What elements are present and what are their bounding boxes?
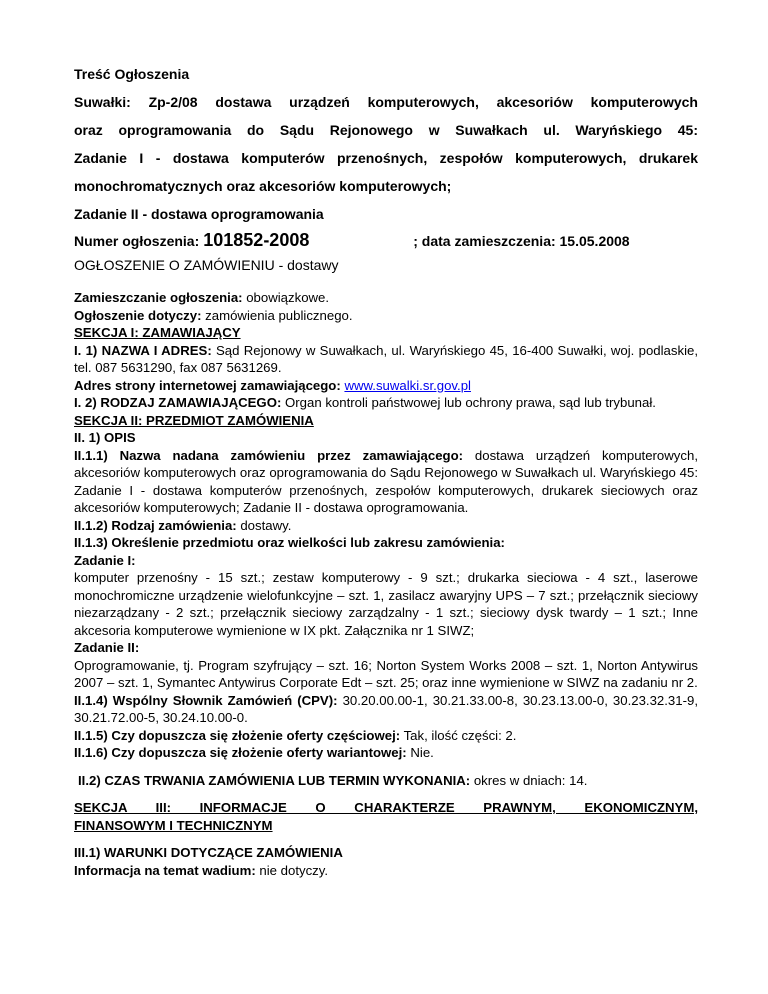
section-2-heading: SEKCJA II: PRZEDMIOT ZAMÓWIENIA (74, 412, 314, 428)
section-3-heading-line-2: FINANSOWYM I TECHNICZNYM (74, 817, 273, 833)
paragraph-ii14: II.1.4) Wspólny Słownik Zamówień (CPV): 30.20.00.00-1, 30.21.33.00-8, 30.23.13.00-0, 30.23.32.31-9, 30.21.72.00-5, 30.24.10.00-0. (74, 692, 698, 725)
content-heading: Treść Ogłoszenia (74, 66, 190, 82)
paragraph-i1: I. 1) NAZWA I ADRES: Sąd Rejonowy w Suwałkach, ul. Waryńskiego 45, 16-400 Suwałki, woj. podlaskie, tel. 087 5631290, fax 087 5631269. (74, 342, 698, 375)
task-1-description: komputer przenośny - 15 szt.; zestaw komputerowy - 9 szt.; drukarka sieciowa - 4 szt., laserowe monochromiczne urządzenie wielofunkcyjne – szt. 1, zasilacz awaryjny UPS – 7 szt.; przełącznik sieciowy niezarządzany - 2 szt.; przełącznik sieciowy zarządzalny - 1 szt.; sieciowy dysk twardy – 1 szt.; Inne akcesoria komputerowe wymienione w IX pkt. Załącznika nr 1 SIWZ; (74, 570, 698, 638)
subsection-ii1: II. 1) OPIS (74, 430, 136, 445)
paragraph-website: Adres strony internetowej zamawiającego: www.suwalki.sr.gov.pl (74, 377, 471, 393)
notice-body (74, 289, 698, 879)
notice-type: OGŁOSZENIE O ZAMÓWIENIU - dostawy (74, 257, 339, 273)
subsection-iii1: III.1) WARUNKI DOTYCZĄCE ZAMÓWIENIA (74, 845, 343, 860)
notice-number-row (74, 230, 698, 251)
paragraph-dotyczy: Ogłoszenie dotyczy: zamówienia publicznego. (74, 307, 353, 323)
title-line-4: monochromatycznych oraz akcesoriów komputerowych; (74, 178, 452, 194)
document-page (74, 60, 698, 879)
paragraph-ii16: II.1.6) Czy dopuszcza się złożenie oferty wariantowej: Nie. (74, 745, 434, 760)
task-2-description: Oprogramowanie, tj. Program szyfrujący – szt. 16; Norton System Works 2008 – szt. 1, Norton Antywirus 2007 – szt. 1, Symantec Antywirus Corporate Edt – szt. 25; oraz inne wymienione w SIWZ na zadaniu nr 2. (74, 657, 698, 690)
title-line-5: Zadanie II - dostawa oprogramowania (74, 206, 324, 222)
paragraph-wadium: Informacja na temat wadium: nie dotyczy. (74, 862, 329, 878)
title-line-2: oraz oprogramowania do Sądu Rejonowego w Suwałkach ul. Waryńskiego 45: (74, 122, 698, 138)
task-1-label: Zadanie I: (74, 552, 136, 568)
notice-number-label: Numer ogłoszenia: (74, 233, 200, 249)
section-1-heading: SEKCJA I: ZAMAWIAJĄCY (74, 325, 241, 340)
title-line-3: Zadanie I - dostawa komputerów przenośnych, zespołów komputerowych, drukarek (74, 150, 698, 166)
paragraph-ii2: II.2) CZAS TRWANIA ZAMÓWIENIA LUB TERMIN WYKONANIA: okres w dniach: 14. (78, 772, 588, 788)
paragraph-ii11: II.1.1) Nazwa nadana zamówieniu przez zamawiającego: dostawa urządzeń komputerowych, akcesoriów komputerowych oraz oprogramowania do Sądu Rejonowego w Suwałkach ul. Waryńskiego 45: Zadanie I - dostawa komputerów przenośnych, zespołów komputerowych, drukarek sieciowych oraz akcesoriów komputerowych; Zadanie II - dostawa oprogramowania. (74, 447, 698, 515)
notice-title-block (74, 60, 698, 228)
title-line-1: Suwałki: Zp-2/08 dostawa urządzeń komputerowych, akcesoriów komputerowych (74, 94, 698, 110)
paragraph-ii15: II.1.5) Czy dopuszcza się złożenie oferty częściowej: Tak, ilość części: 2. (74, 727, 517, 743)
publication-date: ; data zamieszczenia: 15.05.2008 (413, 233, 630, 249)
task-2-label: Zadanie II: (74, 640, 140, 655)
paragraph-zamieszczanie: Zamieszczanie ogłoszenia: obowiązkowe. (74, 290, 330, 305)
paragraph-ii13: II.1.3) Określenie przedmiotu oraz wielkości lub zakresu zamówienia: (74, 535, 505, 550)
notice-number-value: 101852-2008 (203, 230, 310, 250)
paragraph-i2: I. 2) RODZAJ ZAMAWIAJĄCEGO: Organ kontroli państwowej lub ochrony prawa, sąd lub trybunał. (74, 395, 656, 410)
paragraph-ii12: II.1.2) Rodzaj zamówienia: dostawy. (74, 517, 292, 533)
section-3-heading-line-1: SEKCJA III: INFORMACJE O CHARAKTERZE PRAWNYM, EKONOMICZNYM, (74, 800, 698, 815)
website-link[interactable]: www.suwalki.sr.gov.pl (344, 377, 471, 393)
